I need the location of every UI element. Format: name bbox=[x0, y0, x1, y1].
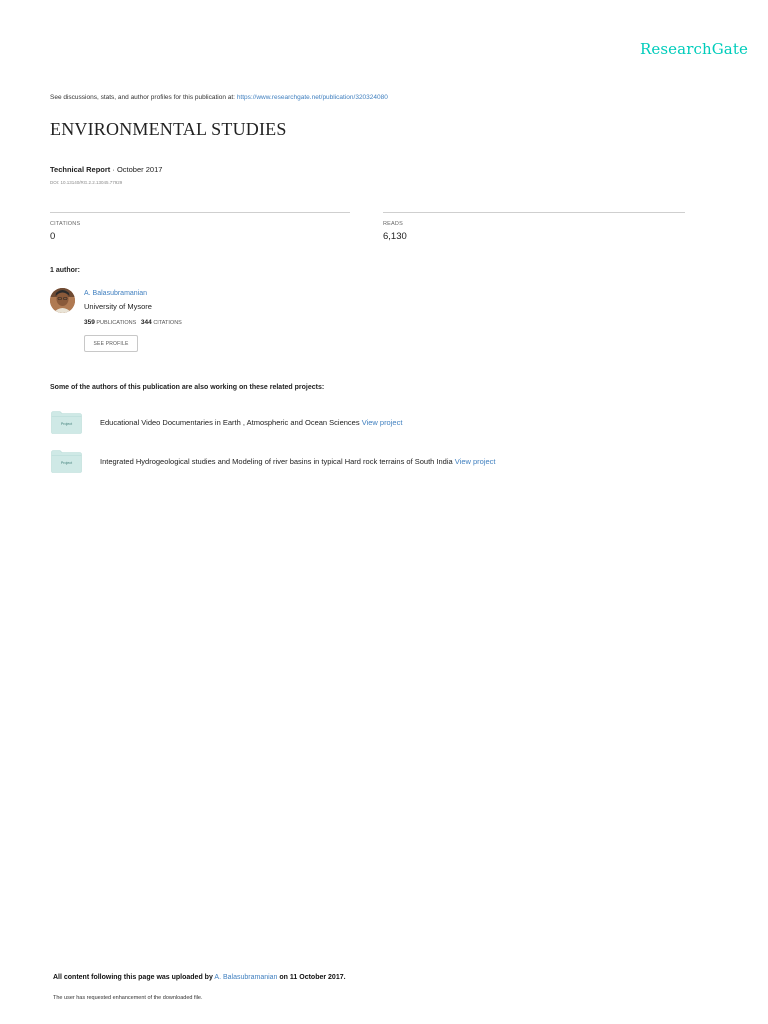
upload-suffix: on 11 October 2017. bbox=[279, 974, 346, 981]
view-project-link[interactable]: View project bbox=[361, 418, 403, 427]
publication-date: October 2017 bbox=[116, 165, 163, 174]
see-profile-button[interactable]: SEE PROFILE bbox=[84, 335, 138, 352]
discussion-text: See discussions, stats, and author profiles for this publication at: bbox=[50, 94, 235, 101]
publication-url-link[interactable]: https://www.researchgate.net/publication/320324080 bbox=[236, 94, 388, 101]
type-date-separator: · bbox=[110, 165, 117, 174]
reads-divider bbox=[383, 212, 685, 213]
author-institution: University of Mysore bbox=[84, 302, 152, 311]
enhancement-note: The user has requested enhancement of the downloaded file. bbox=[53, 995, 203, 1001]
citations-value: 0 bbox=[50, 231, 56, 242]
author-citations-label: CITATIONS bbox=[153, 320, 182, 326]
discussion-notice bbox=[50, 94, 388, 101]
related-project-item bbox=[51, 450, 82, 478]
upload-prefix: All content following this page was uploaded by bbox=[53, 974, 213, 981]
view-project-link[interactable]: View project bbox=[454, 457, 496, 466]
authors-heading: 1 author: bbox=[50, 267, 80, 274]
related-project-title: Educational Video Documentaries in Earth , Atmospheric and Ocean Sciences bbox=[100, 418, 360, 427]
citations-divider bbox=[50, 212, 350, 213]
reads-label: READS bbox=[383, 221, 403, 227]
related-project-title-row bbox=[100, 418, 402, 427]
publication-doi: DOI: 10.13140/RG.2.2.13045.77929 bbox=[50, 180, 123, 185]
publication-type-date bbox=[50, 165, 162, 174]
related-project-title: Integrated Hydrogeological studies and Modeling of river basins in typical Hard rock terrains of South India bbox=[100, 457, 453, 466]
related-project-item bbox=[51, 411, 82, 439]
uploader-link[interactable]: A. Balasubramanian bbox=[214, 974, 278, 981]
reads-value: 6,130 bbox=[383, 231, 407, 242]
author-publications-count: 359 bbox=[84, 319, 95, 326]
author-photo-icon bbox=[50, 288, 75, 313]
project-icon-label: Project bbox=[60, 461, 73, 465]
upload-notice bbox=[53, 974, 346, 981]
author-avatar[interactable] bbox=[50, 288, 75, 313]
author-name-link[interactable]: A. Balasubramanian bbox=[84, 290, 148, 297]
author-publications-label: PUBLICATIONS bbox=[96, 320, 137, 326]
publication-type: Technical Report bbox=[50, 165, 111, 174]
related-project-title-row bbox=[100, 457, 496, 466]
citations-label: CITATIONS bbox=[50, 221, 81, 227]
project-icon-label: Project bbox=[60, 422, 73, 426]
publication-title: ENVIRONMENTAL STUDIES bbox=[50, 119, 287, 139]
related-projects-heading: Some of the authors of this publication are also working on these related projects: bbox=[50, 384, 325, 391]
author-citations-count: 344 bbox=[140, 319, 152, 326]
researchgate-logo[interactable]: ResearchGate bbox=[640, 40, 748, 58]
author-stats bbox=[84, 319, 182, 326]
